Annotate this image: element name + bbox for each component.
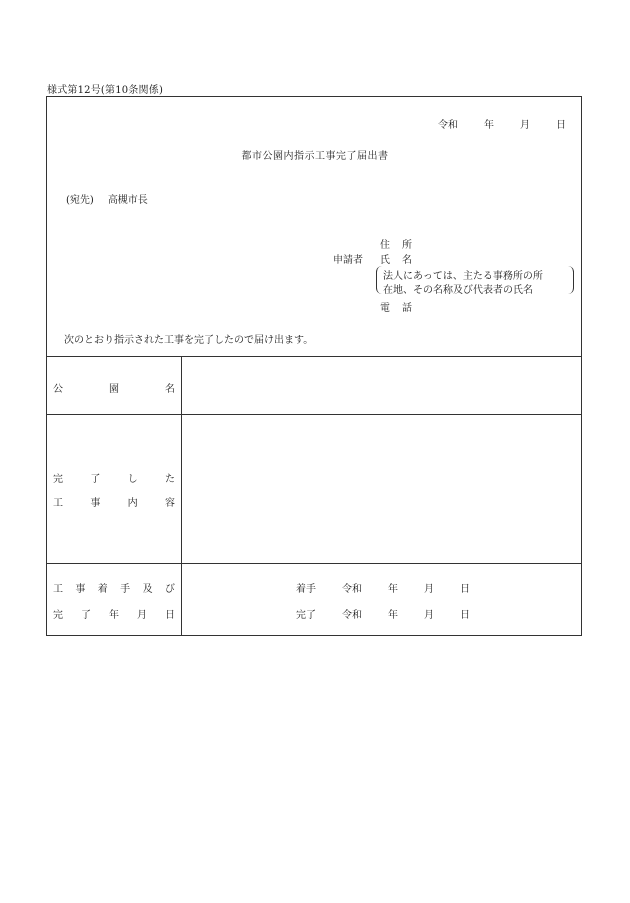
row-divider-2 [46, 563, 582, 564]
work-period-label [53, 580, 175, 620]
form-number: 様式第12号(第10条関係) [47, 85, 164, 96]
end-date-row [296, 606, 476, 620]
period-label-char: 及 [142, 584, 153, 595]
corporate-note-line2: 在地、その名称及び代表者の氏名 [383, 285, 533, 296]
name-label-1: 氏 [380, 255, 390, 266]
address-label-1: 住 [380, 240, 390, 251]
name-label-2: 名 [402, 255, 412, 266]
addressee-prefix: (宛先) [66, 195, 94, 206]
date-year: 年 [484, 120, 494, 131]
row-divider-1 [46, 414, 582, 415]
period-label-char: 完 [53, 610, 63, 621]
park-label-char: 名 [165, 384, 175, 395]
start-day: 日 [460, 584, 470, 595]
work-label-char: 完 [53, 474, 63, 485]
period-label-char: 月 [137, 610, 147, 621]
end-month: 月 [424, 610, 434, 621]
park-label-char: 園 [109, 384, 119, 395]
end-year: 年 [388, 610, 398, 621]
work-label-char: 事 [90, 498, 101, 509]
start-year: 年 [388, 584, 398, 595]
period-label-char: 手 [120, 584, 131, 595]
document-title: 都市公園内指示工事完了届出書 [241, 151, 389, 162]
date-day: 日 [556, 120, 566, 131]
phone-label-2: 話 [402, 303, 412, 314]
table-top-border [46, 356, 582, 357]
work-label-char: 了 [90, 474, 101, 485]
period-label-char: 着 [97, 584, 108, 595]
column-divider [181, 356, 182, 636]
end-label: 完了 [296, 610, 316, 621]
work-label-char: た [164, 474, 175, 485]
date-month: 月 [520, 120, 530, 131]
start-era: 令和 [342, 584, 362, 595]
work-label-char: 工 [53, 498, 63, 509]
work-label-char: 容 [164, 498, 175, 509]
period-label-char: び [164, 584, 175, 595]
park-name-label [53, 380, 175, 394]
corporate-note-bracket [376, 266, 574, 294]
start-month: 月 [424, 584, 434, 595]
corporate-note-line1: 法人にあっては、主たる事務所の所 [383, 271, 543, 282]
work-label-char: し [127, 474, 138, 485]
addressee-name: 高槻市長 [107, 195, 148, 206]
work-label-char: 内 [127, 498, 138, 509]
end-era: 令和 [342, 610, 362, 621]
period-label-char: 年 [109, 610, 119, 621]
start-label: 着手 [296, 584, 316, 595]
park-label-char: 公 [53, 384, 63, 395]
period-label-char: 事 [75, 584, 86, 595]
applicant-block [0, 0, 630, 330]
period-label-char: 工 [53, 584, 63, 595]
start-date-row [296, 580, 476, 594]
statement-text: 次のとおり指示された工事を完了したので届け出ます。 [64, 335, 314, 346]
work-content-label [53, 470, 175, 508]
date-era: 令和 [438, 120, 458, 131]
phone-label-1: 電 [380, 303, 390, 314]
end-day: 日 [460, 610, 470, 621]
applicant-role: 申請者 [333, 255, 363, 266]
period-label-char: 日 [165, 610, 175, 621]
address-label-2: 所 [402, 240, 412, 251]
period-label-char: 了 [81, 610, 91, 621]
